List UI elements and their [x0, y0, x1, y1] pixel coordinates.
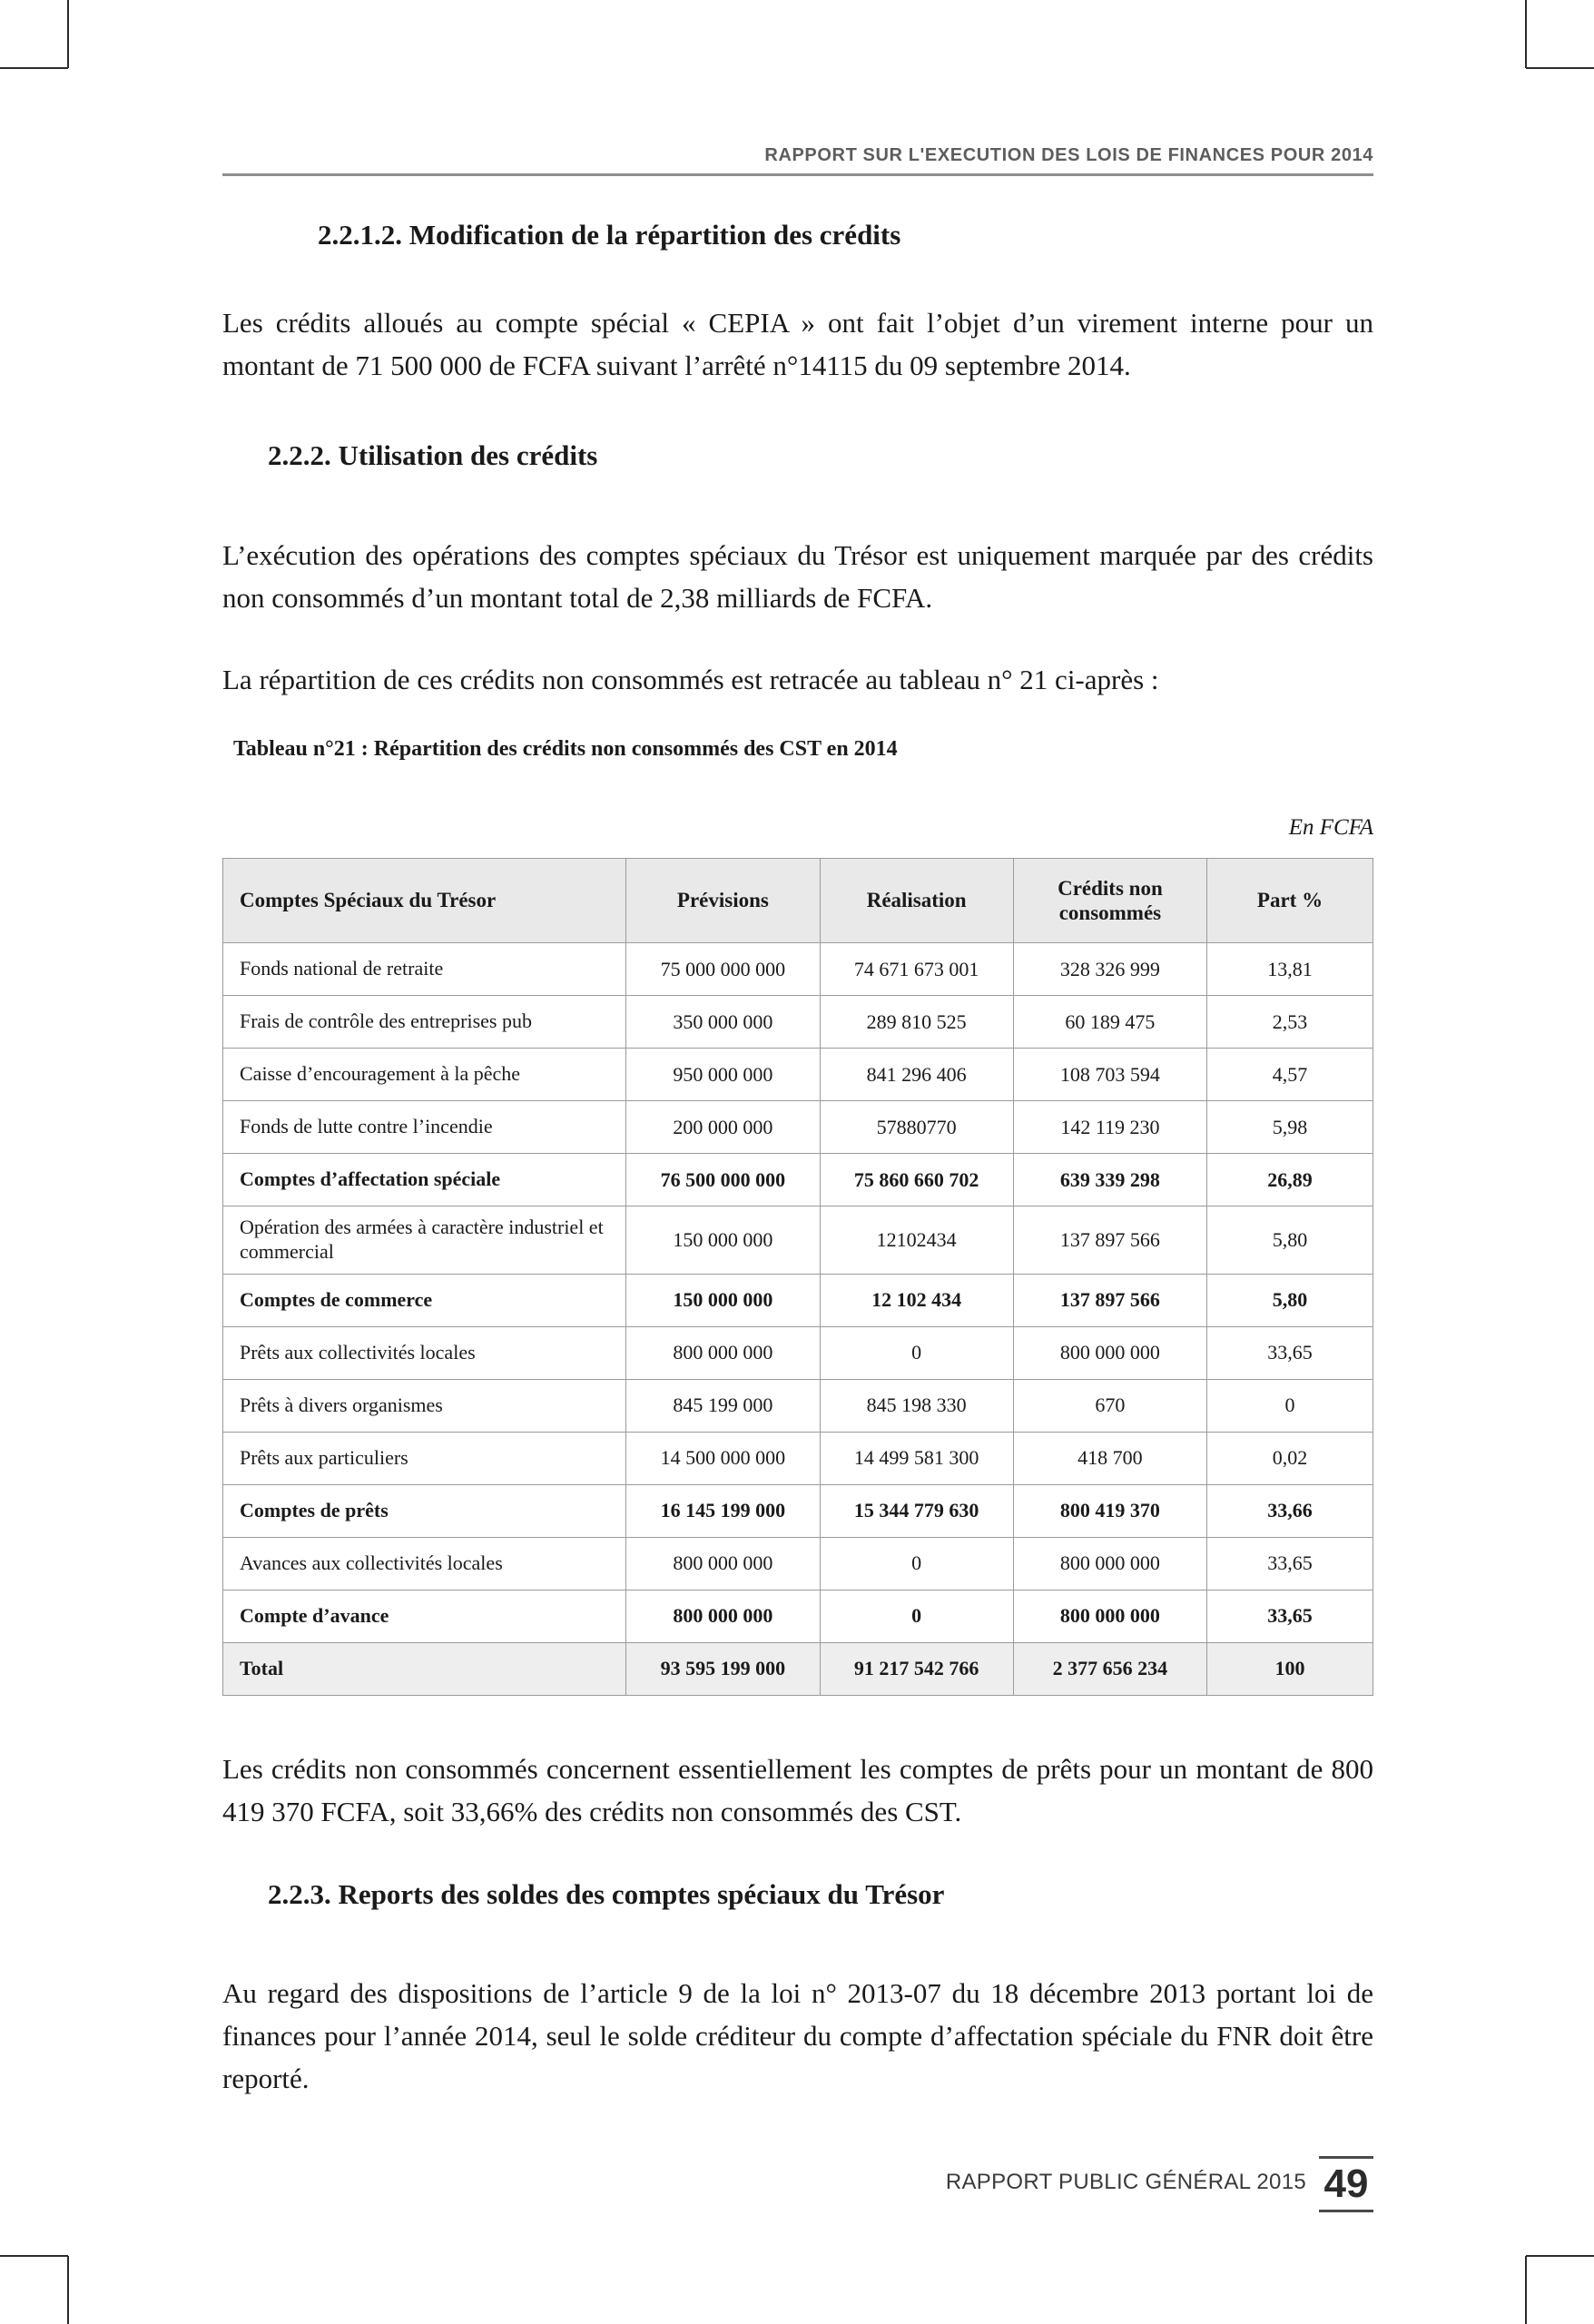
table-row — [223, 1049, 1373, 1101]
cell-compte-name: Comptes d’affectation spéciale — [223, 1154, 626, 1206]
footer-label: RAPPORT PUBLIC GÉNÉRAL 2015 — [945, 2170, 1306, 2194]
heading-2-2-2: 2.2.2. Utilisation des crédits — [268, 439, 598, 471]
cell-credits-non-consommes: 137 897 566 — [1013, 1206, 1206, 1275]
paragraph-reports: Au regard des dispositions de l’article 9 de la loi n° 2013-07 du 18 décembre 2013 portant loi de finances pour l’année 2014, seul le solde créditeur du compte d’affectation spéciale du FNR doit être reporté. — [222, 1977, 1373, 2095]
cell-realisation: 74 671 673 001 — [820, 943, 1013, 996]
cell-compte-name: Total — [223, 1642, 626, 1695]
crop-mark-top-left-horizontal — [0, 67, 68, 69]
cell-previsions: 200 000 000 — [626, 1101, 820, 1154]
cell-previsions: 950 000 000 — [626, 1049, 820, 1101]
cell-credits-non-consommes: 137 897 566 — [1013, 1274, 1206, 1326]
cell-credits-non-consommes: 2 377 656 234 — [1013, 1642, 1206, 1695]
paragraph-block-reports — [222, 1972, 1373, 2100]
cell-part: 13,81 — [1207, 943, 1373, 996]
crop-mark-top-right-vertical — [1525, 0, 1527, 68]
cell-compte-name: Opération des armées à caractère industriel et commercial — [223, 1206, 626, 1275]
crop-mark-bottom-right-horizontal — [1526, 2255, 1594, 2257]
crop-mark-bottom-left-vertical — [67, 2256, 69, 2324]
footer-page-number: 49 — [1319, 2156, 1373, 2212]
table-row — [223, 943, 1373, 996]
table-row — [223, 1274, 1373, 1326]
table-caption: Tableau n°21 : Répartition des crédits non consommés des CST en 2014 — [233, 737, 898, 761]
cell-realisation: 12 102 434 — [820, 1274, 1013, 1326]
paragraph-block-conclusion — [222, 1748, 1373, 1833]
table-row — [223, 1206, 1373, 1275]
table-units-label: En FCFA — [1288, 815, 1373, 840]
cell-credits-non-consommes: 108 703 594 — [1013, 1049, 1206, 1101]
cell-part: 33,65 — [1207, 1590, 1373, 1642]
cell-realisation: 0 — [820, 1590, 1013, 1642]
heading-2-2-3: 2.2.3. Reports des soldes des comptes spéciaux du Trésor — [268, 1878, 945, 1910]
cell-part: 0 — [1207, 1379, 1373, 1432]
section-2-2-3 — [222, 1877, 1373, 1911]
cell-compte-name: Fonds national de retraite — [223, 943, 626, 996]
table-row — [223, 1590, 1373, 1642]
cell-realisation: 841 296 406 — [820, 1049, 1013, 1101]
column-header-comptes: Comptes Spéciaux du Trésor — [223, 859, 626, 943]
cell-compte-name: Comptes de prêts — [223, 1484, 626, 1537]
table-row — [223, 996, 1373, 1049]
heading-2-2-1-2: 2.2.1.2. Modification de la répartition des crédits — [318, 219, 901, 251]
column-header-realisation: Réalisation — [820, 859, 1013, 943]
cell-compte-name: Prêts aux collectivités locales — [223, 1326, 626, 1379]
cell-part: 33,65 — [1207, 1326, 1373, 1379]
table-row — [223, 1484, 1373, 1537]
table-row — [223, 1537, 1373, 1590]
column-header-credits-non-consommes: Crédits non consommés — [1013, 859, 1206, 943]
cell-part: 5,80 — [1207, 1274, 1373, 1326]
table-caption-block — [222, 737, 1373, 762]
paragraph-execution: L’exécution des opérations des comptes spéciaux du Trésor est uniquement marquée par des crédits non consommés d’un montant total de 2,38 milliards de FCFA. — [222, 539, 1373, 615]
column-header-previsions: Prévisions — [626, 859, 820, 943]
cell-compte-name: Avances aux collectivités locales — [223, 1537, 626, 1590]
cell-compte-name: Prêts à divers organismes — [223, 1379, 626, 1432]
paragraph-conclusion: Les crédits non consommés concernent essentiellement les comptes de prêts pour un montant de 800 419 370 FCFA, soit 33,66% des crédits non consommés des CST. — [222, 1753, 1373, 1828]
paragraph-block-repartition — [222, 658, 1373, 701]
cell-realisation: 75 860 660 702 — [820, 1154, 1013, 1206]
table-header-row — [223, 859, 1373, 943]
table-total-row — [223, 1642, 1373, 1695]
cell-realisation: 0 — [820, 1537, 1013, 1590]
cell-previsions: 800 000 000 — [626, 1537, 820, 1590]
cell-realisation: 57880770 — [820, 1101, 1013, 1154]
cell-credits-non-consommes: 60 189 475 — [1013, 996, 1206, 1049]
section-2-2-1-2 — [222, 218, 1373, 251]
cell-part: 33,65 — [1207, 1537, 1373, 1590]
paragraph-cepia: Les crédits alloués au compte spécial « CEPIA » ont fait l’objet d’un virement interne pour un montant de 71 500 000 de FCFA suivant l’arrêté n°14115 du 09 septembre 2014. — [222, 307, 1373, 382]
running-header-rule — [222, 173, 1373, 176]
cell-previsions: 16 145 199 000 — [626, 1484, 820, 1537]
cell-realisation: 91 217 542 766 — [820, 1642, 1013, 1695]
crop-mark-top-right-horizontal — [1526, 67, 1594, 69]
cell-part: 100 — [1207, 1642, 1373, 1695]
cell-previsions: 75 000 000 000 — [626, 943, 820, 996]
cell-realisation: 14 499 581 300 — [820, 1432, 1013, 1484]
table-row — [223, 1432, 1373, 1484]
cell-realisation: 845 198 330 — [820, 1379, 1013, 1432]
table-units-block — [222, 815, 1373, 841]
cell-part: 26,89 — [1207, 1154, 1373, 1206]
cell-previsions: 150 000 000 — [626, 1206, 820, 1275]
cell-previsions: 14 500 000 000 — [626, 1432, 820, 1484]
cell-part: 5,80 — [1207, 1206, 1373, 1275]
cell-credits-non-consommes: 328 326 999 — [1013, 943, 1206, 996]
cell-previsions: 76 500 000 000 — [626, 1154, 820, 1206]
crop-mark-bottom-left-horizontal — [0, 2255, 68, 2257]
cell-part: 4,57 — [1207, 1049, 1373, 1101]
cell-compte-name: Prêts aux particuliers — [223, 1432, 626, 1484]
cell-part: 5,98 — [1207, 1101, 1373, 1154]
cell-credits-non-consommes: 800 000 000 — [1013, 1590, 1206, 1642]
cell-realisation: 0 — [820, 1326, 1013, 1379]
cell-previsions: 800 000 000 — [626, 1326, 820, 1379]
table-row — [223, 1326, 1373, 1379]
cell-part: 2,53 — [1207, 996, 1373, 1049]
cell-credits-non-consommes: 142 119 230 — [1013, 1101, 1206, 1154]
paragraph-block-cepia — [222, 301, 1373, 387]
cell-credits-non-consommes: 418 700 — [1013, 1432, 1206, 1484]
cell-previsions: 800 000 000 — [626, 1590, 820, 1642]
cell-previsions: 350 000 000 — [626, 996, 820, 1049]
table-row — [223, 1101, 1373, 1154]
cell-credits-non-consommes: 639 339 298 — [1013, 1154, 1206, 1206]
table-row — [223, 1154, 1373, 1206]
cell-credits-non-consommes: 800 000 000 — [1013, 1326, 1206, 1379]
cell-previsions: 845 199 000 — [626, 1379, 820, 1432]
cell-credits-non-consommes: 670 — [1013, 1379, 1206, 1432]
cell-realisation: 15 344 779 630 — [820, 1484, 1013, 1537]
cell-part: 33,66 — [1207, 1484, 1373, 1537]
table-block — [222, 858, 1373, 1696]
section-2-2-2 — [222, 438, 1373, 472]
paragraph-repartition: La répartition de ces crédits non consommés est retracée au tableau n° 21 ci-après : — [222, 664, 1159, 695]
page-footer — [946, 2156, 1373, 2212]
cell-compte-name: Compte d’avance — [223, 1590, 626, 1642]
running-header — [222, 145, 1373, 176]
cell-realisation: 12102434 — [820, 1206, 1013, 1275]
cell-credits-non-consommes: 800 000 000 — [1013, 1537, 1206, 1590]
cell-compte-name: Fonds de lutte contre l’incendie — [223, 1101, 626, 1154]
table-body — [223, 943, 1373, 1696]
running-header-title: RAPPORT SUR L'EXECUTION DES LOIS DE FINANCES POUR 2014 — [764, 145, 1373, 165]
column-header-part: Part % — [1207, 859, 1373, 943]
credits-non-consommes-table — [222, 858, 1373, 1696]
table-row — [223, 1379, 1373, 1432]
paragraph-block-execution — [222, 534, 1373, 619]
cell-realisation: 289 810 525 — [820, 996, 1013, 1049]
cell-compte-name: Comptes de commerce — [223, 1274, 626, 1326]
table-head — [223, 859, 1373, 943]
cell-credits-non-consommes: 800 419 370 — [1013, 1484, 1206, 1537]
cell-part: 0,02 — [1207, 1432, 1373, 1484]
cell-compte-name: Caisse d’encouragement à la pêche — [223, 1049, 626, 1101]
cell-previsions: 150 000 000 — [626, 1274, 820, 1326]
cell-compte-name: Frais de contrôle des entreprises pub — [223, 996, 626, 1049]
crop-mark-bottom-right-vertical — [1525, 2256, 1527, 2324]
cell-previsions: 93 595 199 000 — [626, 1642, 820, 1695]
crop-mark-top-left-vertical — [67, 0, 69, 68]
